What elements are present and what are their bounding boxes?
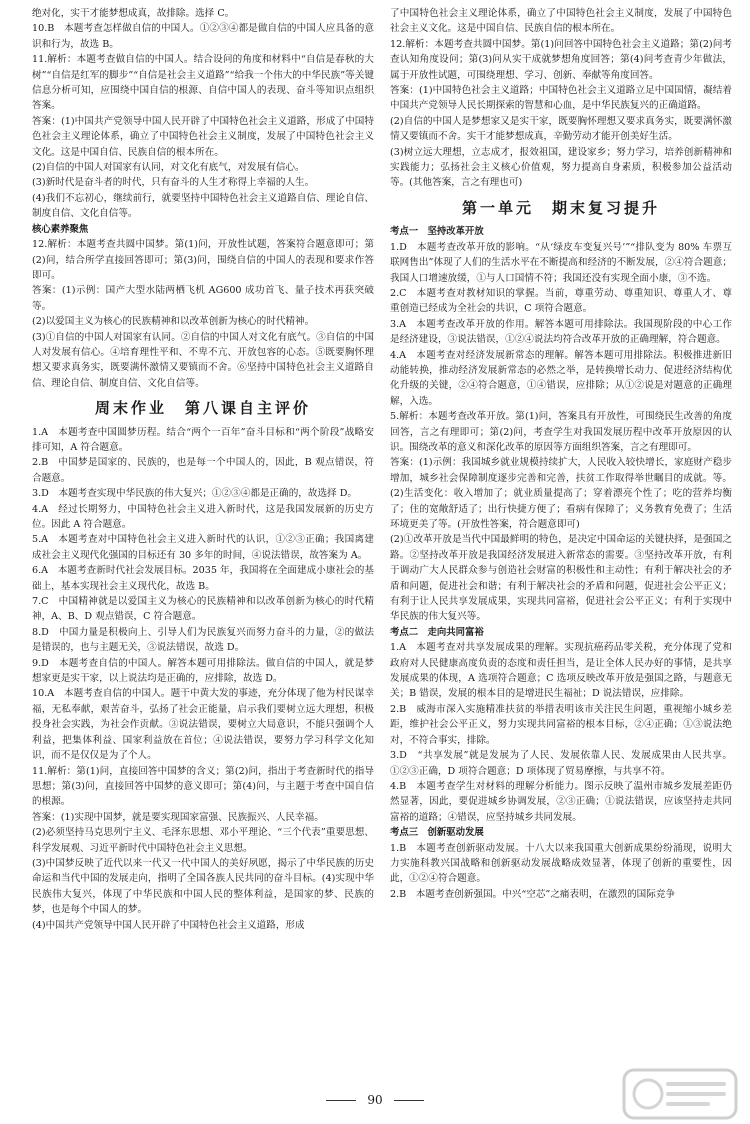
answer-paragraph: (3)树立远大理想，立志成才，报效祖国，建设家乡；努力学习，培养创新精神和实践能力；弘扬社会主义核心价值观，努力提高自身素质，积极参加公益活动等。(其他答案，言之有理也可) xyxy=(390,146,732,189)
page-number: 90 xyxy=(367,1093,383,1107)
answer-paragraph: 3.D 本题考查实现中华民族的伟大复兴；①②③④都是正确的，故选择 D。 xyxy=(32,488,357,500)
left-column xyxy=(32,6,374,933)
subsection-heading: 考点三 创新驱动发展 xyxy=(390,827,484,839)
answer-paragraph: 了中国特色社会主义理论体系，确立了中国特色社会主义制度，发展了中国特色社会主义文化。这是中国自信、民族自信的根本所在。 xyxy=(390,8,732,35)
answer-paragraph: 答案：(1)中国特色社会主义道路；中国特色社会主义道路立足中国国情，凝结着中国共产党领导人民长期探索的智慧和心血，是中华民族复兴的正确道路。 xyxy=(390,85,732,112)
answer-paragraph: 1.A 本题考查对共享发展成果的理解。实现抗癌药品零关税，充分体现了党和政府对人民健康高度负责的态度和责任担当，是让全体人民办好的事情，是共享发展成果的体现，A 选项符合题意；C 选项反映改革开放是强国之路，与题意无关；B 错误，发展的根本目的是增进民生福祉；D 说法错误，应排除。 xyxy=(390,642,732,700)
answer-paragraph: 1.A 本题考查中国圆梦历程。结合“两个一百年”奋斗目标和“两个阶段”战略安排可知，A 符合题意。 xyxy=(32,426,374,453)
answer-paragraph: 4.B 本题考查学生对材料的理解分析能力。图示反映了温州市城乡发展差距仍然显著，因此，要促进城乡协调发展，②③正确；①说法错误，应该坚持走共同富裕的道路；④错误，应坚持城乡共同发展。 xyxy=(390,780,732,823)
subsection-heading: 考点一 坚持改革开放 xyxy=(390,226,484,238)
answer-paragraph: 10.A 本题考查自信的中国人。题干中黄大发的事迹，充分体现了他为村民谋幸福，无私奉献，艰苦奋斗，弘扬了社会正能量，启示我们要树立远大理想，积极投身社会实践，为社会作贡献。③说法错误，要树立大局意识，不能只强调个人利益，把集体利益、国家利益放在首位；④说法错误，要努力学习科学文化知识，而不是仅仅是为了个人。 xyxy=(32,688,374,762)
answer-paragraph: 4.A 经过长期努力，中国特色社会主义进入新时代，这是我国发展新的历史方位。因此 A 符合题意。 xyxy=(32,503,374,530)
subsection-heading: 核心素养聚焦 xyxy=(32,223,89,235)
footer-dash-right xyxy=(394,1100,424,1101)
answer-paragraph: (2)自信的中国人是梦想家又是实干家，既要胸怀理想又要求真务实，既要满怀激情又要镇而不舍。实干才能梦想成真，辛勤劳动才能开创美好生活。 xyxy=(390,115,732,143)
answer-paragraph: 1.B 本题考查创新驱动发展。十八大以来我国重大创新成果纷纷涌现，说明大力实施科教兴国战略和创新驱动发展战略成效显著，体现了创新的重要性，因此，①②④符合题意。 xyxy=(390,842,732,885)
watermark-logo xyxy=(620,1066,740,1122)
answer-paragraph: 11.解析：第(1)问，直接回答中国梦的含义；第(2)问，指出于考查新时代的指导思想；第(3)问，直接回答中国梦的意义即可；第(4)问，与主题于考查中国自信的根源。 xyxy=(32,765,374,808)
answer-paragraph: (2)以爱国主义为核心的民族精神和以改革创新为核心的时代精神。 xyxy=(32,316,315,328)
answer-paragraph: 7.C 中国精神就是以爱国主义为核心的民族精神和以改革创新为核心的时代精神，A、B、D 观点错误，C 符合题意。 xyxy=(32,596,374,623)
answer-paragraph: (3)新时代是奋斗者的时代，只有奋斗的人生才称得上幸福的人生。 xyxy=(32,177,315,189)
section-heading: 第一单元 期末复习提升 xyxy=(461,198,660,217)
answer-paragraph: 答案：(1)示例：我国城乡就业规模持续扩大，人民收入较快增长，家庭财产稳步增加，城乡社会保障制度逐步完善和完善，扶贫工作取得举世瞩目的成就。等。(2)生活变化：收入增加了；就业质量提高了；穿着漂亮个性了；吃的营养均衡了；住的宽敞舒适了；出行快捷方便了；看病有保障了；义务教育免费了；生活环境更美了等。(开放性答案，符合题意即可) xyxy=(390,457,732,530)
answer-paragraph: (3)中国梦反映了近代以来一代又一代中国人的美好夙愿，揭示了中华民族的历史命运和当代中国的发展走向，指明了全国各族人民共同的奋斗目标。(4)实现中华民族伟大复兴，体现了中华民族和中国人民的整体利益，是国家的梦、民族的梦，也是每个中国人的梦。 xyxy=(32,857,374,916)
footer-dash-left xyxy=(326,1100,356,1101)
answer-paragraph: (4)我们不忘初心，继续前行，就要坚持中国特色社会主义道路自信、理论自信、制度自信、文化自信等。 xyxy=(32,192,374,220)
answer-paragraph: 答案：(1)实现中国梦，就是要实现国家富强、民族振兴、人民幸福。 xyxy=(32,811,324,823)
answer-paragraph: 2.B 中国梦是国家的、民族的，也是每一个中国人的，因此，B 观点错误，符合题意。 xyxy=(32,457,374,484)
answer-paragraph: 4.A 本题考查对经济发展新常态的理解。解答本题可用排除法。积极推进新旧动能转换，推动经济发展新常态的必然之举，是转换增长动力、促进经济结构优化升级的关键，②④符合题意，①④错误，应排除；从①②说是对题意的正确理解，入选。 xyxy=(390,349,732,407)
answer-paragraph: 3.A 本题考查改革开放的作用。解答本题可用排除法。我国现阶段的中心工作是经济建设，③说法错误，①②④说法均符合改革开放的正确理解，符合题意。 xyxy=(390,318,732,346)
answer-paragraph: (2)①改革开放是当代中国最鲜明的特色，是决定中国命运的关键抉择，是强国之路。②坚持改革开放是我国经济发展进入新常态的需要。③坚持改革开放，有利于调动广大人民群众参与创造社会财富的积极性和主动性；有利于解决社会的矛盾和问题，促进社会和谐；有利于解决社会的矛盾和问题，促进社会公平正义；有利于让人民共享发展成果，实现共同富裕，促进社会公平正义；有利于实现中华民族的伟大复兴等。 xyxy=(390,534,732,623)
answer-paragraph: 11.解析：本题考查做自信的中国人。结合设问的角度和材料中“自信是春秋的大树”“自信是红军的脚步”“自信是社会主义道路”“给我一个伟大的中华民族”等关键信息分析可知，应围绕中国自信的根源、自信中国人的表现、奋斗等知识点组织答案。 xyxy=(32,54,374,112)
answer-paragraph: 2.C 本题考查对教材知识的掌握。当前，尊重劳动、尊重知识、尊重人才、尊重创造已经成为全社会的共识，C 项符合题意。 xyxy=(390,287,732,315)
answer-paragraph: 8.D 中国力量是积极向上、引导人们为民族复兴而努力奋斗的力量，②的做法是错误的，也与主题无关，③说法错误，故选 D。 xyxy=(32,626,374,654)
subsection-heading: 考点二 走向共同富裕 xyxy=(390,626,484,638)
answer-paragraph: 12.解析：本题考查共圆中国梦。第(1)问回答中国特色社会主义道路；第(2)问考查认知角度设问；第(3)问从实干成就梦想角度回答；第(4)问考查青少年做法，属于开放性试题，可围绕理想、学习、创新、奉献等角度回答。 xyxy=(390,38,732,81)
answer-paragraph: (4)中国共产党领导中国人民开辟了中国特色社会主义道路，形成 xyxy=(32,919,305,931)
answer-paragraph: 12.解析：本题考查共圆中国梦。第(1)问，开放性试题，答案符合题意即可；第(2)问，结合所学直接回答即可；第(3)问，围绕自信的中国人的表现和要求作答即可。 xyxy=(32,239,374,281)
answer-paragraph: 9.D 本题考查自信的中国人。解答本题可用排除法。做自信的中国人，就是梦想家更是实干家，以上说法均是正确的，应排除，故选 D。 xyxy=(32,657,374,685)
answer-paragraph: (2)自信的中国人对国家有认同，对文化有底气，对发展有信心。 xyxy=(32,162,305,174)
answer-paragraph: 答案：(1)示例：国产大型水陆两栖飞机 AG600 成功首飞、量子技术再获突破等。 xyxy=(32,285,374,312)
answer-paragraph: 6.A 本题考查新时代社会发展目标。2035 年，我国将在全面建成小康社会的基础上，基本实现社会主义现代化，故选 B。 xyxy=(32,565,374,592)
right-column xyxy=(390,6,732,902)
answer-paragraph: (2)必须坚持马克思列宁主义、毛泽东思想、邓小平理论、“三个代表”重要思想、科学发展观、习近平新时代中国特色社会主义思想。 xyxy=(32,827,374,854)
answer-paragraph: 2.B 威海市深入实施精准扶贫的举措表明该市关注民生问题，重视缩小城乡差距，维护社会公平正义，努力实现共同富裕的根本目标，②④正确；①③说法绝对，不符合事实，排除。 xyxy=(390,703,732,746)
answer-paragraph: 10.B 本题考查怎样做自信的中国人。①②③④都是做自信的中国人应具备的意识和行为，故选 B。 xyxy=(32,23,374,50)
answer-paragraph: (3)①自信的中国人对国家有认同。②自信的中国人对文化有底气。③自信的中国人对发展有信心。④培育理性平和、不卑不亢、开放包容的心态。⑤既要胸怀理想又要求真务实，既要满怀激情又要镇而不舍。⑥坚持中国特色社会主义道路自信、理论自信、制度自信、文化自信等。 xyxy=(32,331,374,389)
answer-paragraph: 5.解析：本题考查改革开放。第(1)问，答案具有开放性，可围绕民生改善的角度回答，言之有理即可；第(2)问，考查学生对我国发展历程中改革开放原因的认识。围绕改革的意义和深化改革的原因等方面组织答案，言之有理即可。 xyxy=(390,411,732,453)
answer-paragraph: 答案：(1)中国共产党领导中国人民开辟了中国特色社会主义道路，形成了中国特色社会主义理论体系，确立了中国特色社会主义制度，发展了中国特色社会主义文化。这是中国自信、民族自信的根本所在。 xyxy=(32,115,374,158)
answer-paragraph: 绝对化，实干才能梦想成真，故排除。选择 C。 xyxy=(32,8,235,19)
answer-paragraph: 5.A 本题考查对中国特色社会主义进入新时代的认识，①②③正确；我国离建成社会主义现代化强国的目标还有 30 多年的时间，④说法错误，故答案为 A。 xyxy=(32,534,374,561)
answer-paragraph: 3.D “共享发展”就是发展为了人民、发展依靠人民、发展成果由人民共享。①②③正确，D 项符合题意；D 项体现了贸易摩擦，与共享不符。 xyxy=(390,750,732,777)
section-heading: 周末作业 第八课自主评价 xyxy=(94,399,311,418)
answer-paragraph: 1.D 本题考查改革开放的影响。“从‘绿皮车变复兴号’”“排队变为 80% 车票互联网售出”体现了人们的生活水平在不断提高和经济的不断发展，②④符合题意；我国人口增速放缓，①与人口国情不符；我国还没有实现全面小康，③不选。 xyxy=(390,241,732,284)
answer-paragraph: 2.B 本题考查创新强国。中兴“空芯”之痛表明，在激烈的国际竞争 xyxy=(390,888,676,900)
